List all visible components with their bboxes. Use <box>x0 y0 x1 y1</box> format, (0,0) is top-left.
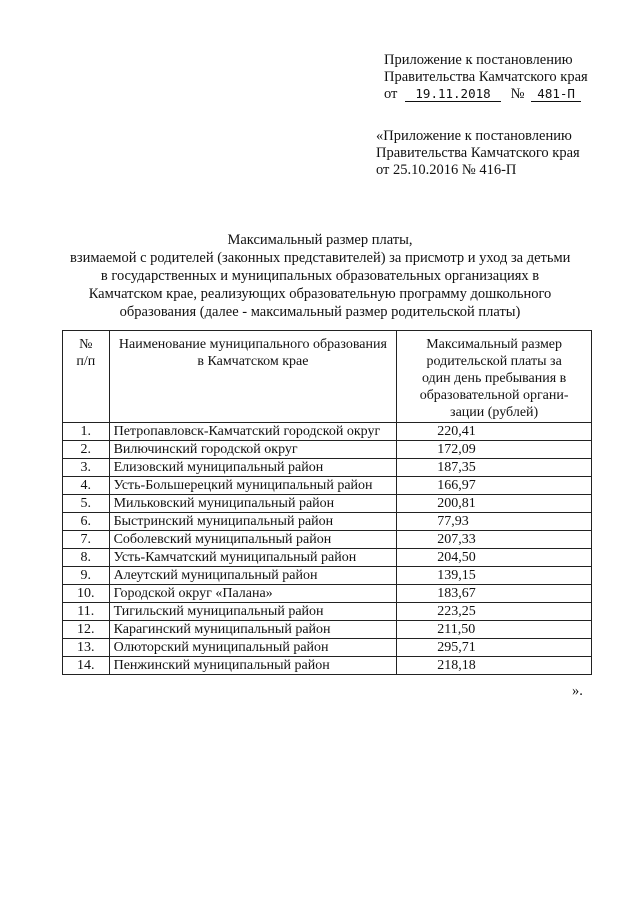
row-value: 295,71 <box>397 639 592 657</box>
row-name: Алеутский муниципальный район <box>109 567 397 585</box>
header-value-line5: зации (рублей) <box>450 405 539 420</box>
header-name <box>109 331 397 423</box>
header-num-line1: № <box>79 337 93 352</box>
appendix-header <box>384 52 588 103</box>
row-name: Вилючинский городской округ <box>109 441 397 459</box>
row-num: 12. <box>63 621 110 639</box>
original-appendix-line1: «Приложение к постановлению <box>376 128 572 144</box>
fee-table <box>62 330 592 675</box>
row-name: Городской округ «Палана» <box>109 585 397 603</box>
row-num: 3. <box>63 459 110 477</box>
header-value-line2: родительской платы за <box>426 354 562 369</box>
row-num: 13. <box>63 639 110 657</box>
row-num: 14. <box>63 657 110 675</box>
table-header-row <box>63 331 592 423</box>
row-num: 6. <box>63 513 110 531</box>
row-num: 10. <box>63 585 110 603</box>
row-num: 5. <box>63 495 110 513</box>
title-line5: образования (далее - максимальный размер родительской платы) <box>119 304 521 320</box>
row-value: 200,81 <box>397 495 592 513</box>
table-row <box>63 441 592 459</box>
original-appendix-line2: Правительства Камчатского края <box>376 145 580 161</box>
row-name: Елизовский муниципальный район <box>109 459 397 477</box>
row-value: 211,50 <box>397 621 592 639</box>
closing-quote-mark: ». <box>572 683 583 699</box>
table-row <box>63 477 592 495</box>
row-name: Соболевский муниципальный район <box>109 531 397 549</box>
row-name: Мильковский муниципальный район <box>109 495 397 513</box>
row-num: 11. <box>63 603 110 621</box>
row-value: 204,50 <box>397 549 592 567</box>
title-line3: в государственных и муниципальных образовательных организациях в <box>100 268 540 284</box>
header-num <box>63 331 110 423</box>
table-row <box>63 621 592 639</box>
row-name: Пенжинский муниципальный район <box>109 657 397 675</box>
row-name: Олюторский муниципальный район <box>109 639 397 657</box>
table-row <box>63 513 592 531</box>
row-value: 207,33 <box>397 531 592 549</box>
document-title <box>70 231 570 321</box>
title-line2: взимаемой с родителей (законных представителей) за присмотр и уход за детьми <box>70 250 571 266</box>
row-value: 77,93 <box>397 513 592 531</box>
table-row <box>63 603 592 621</box>
table-row <box>63 531 592 549</box>
row-name: Карагинский муниципальный район <box>109 621 397 639</box>
row-name: Усть-Камчатский муниципальный район <box>109 549 397 567</box>
title-line1: Максимальный размер платы, <box>227 232 413 248</box>
number-label: № <box>510 86 525 102</box>
row-name: Тигильский муниципальный район <box>109 603 397 621</box>
from-label: от <box>384 86 398 102</box>
original-appendix-line3: от 25.10.2016 № 416-П <box>376 162 517 178</box>
row-num: 2. <box>63 441 110 459</box>
table-row <box>63 567 592 585</box>
table-row <box>63 585 592 603</box>
row-name: Усть-Большерецкий муниципальный район <box>109 477 397 495</box>
table-row <box>63 549 592 567</box>
table-row <box>63 657 592 675</box>
header-num-line2: п/п <box>76 354 96 369</box>
row-num: 4. <box>63 477 110 495</box>
row-num: 9. <box>63 567 110 585</box>
appendix-header-line3 <box>384 86 588 103</box>
original-appendix-header <box>376 128 580 179</box>
row-name: Быстринский муниципальный район <box>109 513 397 531</box>
row-value: 172,09 <box>397 441 592 459</box>
table-row <box>63 459 592 477</box>
table-row <box>63 495 592 513</box>
header-value-line4: образовательной органи- <box>419 388 569 403</box>
row-value: 183,67 <box>397 585 592 603</box>
resolution-date: 19.11.2018 <box>405 87 501 102</box>
table-row <box>63 423 592 441</box>
row-value: 223,25 <box>397 603 592 621</box>
row-value: 139,15 <box>397 567 592 585</box>
header-name-line2: в Камчатском крае <box>197 354 309 369</box>
row-value: 220,41 <box>397 423 592 441</box>
row-value: 187,35 <box>397 459 592 477</box>
appendix-header-line2: Правительства Камчатского края <box>384 69 588 85</box>
resolution-number: 481-П <box>531 87 581 102</box>
header-value-line1: Максимальный размер <box>426 337 563 352</box>
row-num: 8. <box>63 549 110 567</box>
title-line4: Камчатском крае, реализующих образовательную программу дошкольного <box>88 286 552 302</box>
row-num: 1. <box>63 423 110 441</box>
row-num: 7. <box>63 531 110 549</box>
row-value: 218,18 <box>397 657 592 675</box>
appendix-header-line1: Приложение к постановлению <box>384 52 573 68</box>
row-value: 166,97 <box>397 477 592 495</box>
header-value-line3: один день пребывания в <box>421 371 567 386</box>
header-value <box>397 331 592 423</box>
row-name: Петропавловск-Камчатский городской округ <box>109 423 397 441</box>
header-name-line1: Наименование муниципального образования <box>118 337 387 352</box>
table-row <box>63 639 592 657</box>
